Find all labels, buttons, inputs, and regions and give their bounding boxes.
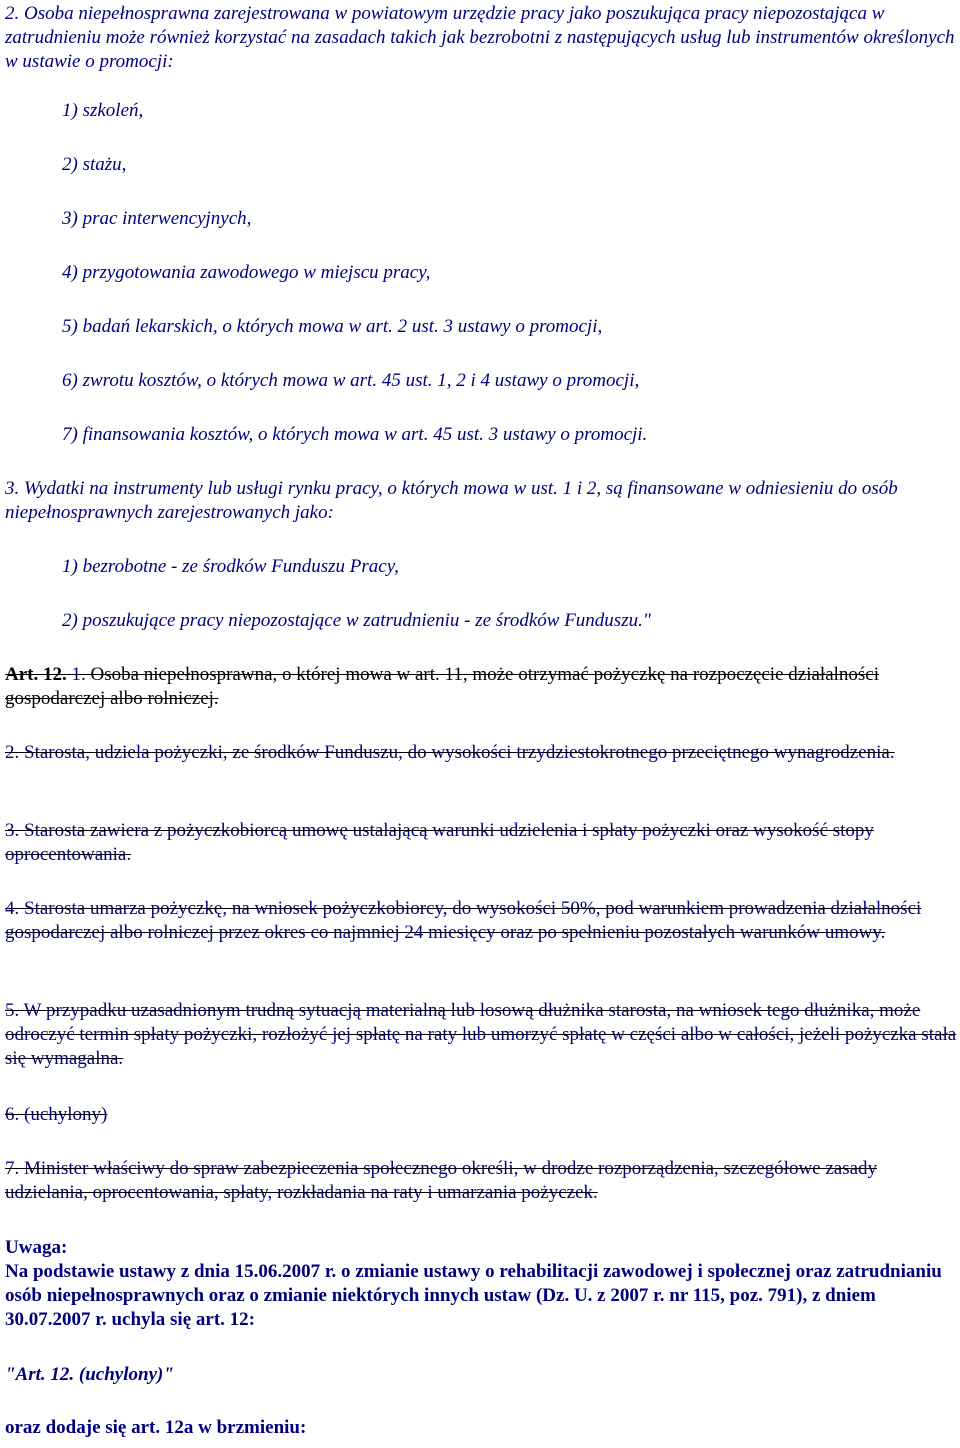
art12-p3-text: Starosta zawiera z pożyczkobiorcą umowę ustalającą warunki udzielenia i spłaty pożyczki oraz wysokość stopy oprocentowania. (5, 820, 874, 865)
art12-p4-num: 4. (5, 898, 20, 919)
art12-p6-text: (uchylony) (24, 1104, 108, 1125)
art12-paragraph-7 (5, 1157, 957, 1205)
art12-paragraph-5 (5, 999, 957, 1071)
note-text: Na podstawie ustawy z dnia 15.06.2007 r. o zmianie ustawy o rehabilitacji zawodowej i społecznej oraz zatrudnianiu osób niepełnosprawnych oraz o zmianie niektórych innych ustaw (Dz. U. z 2007 r. nr 115, poz. 791), z dniem 30.07.2007 r. uchyla się art. 12: (5, 1261, 942, 1330)
note-footer: oraz dodaje się art. 12a w brzmieniu: (5, 1417, 307, 1438)
section2-item-5: 5) badań lekarskich, o których mowa w art. 2 ust. 3 ustawy o promocji, (62, 316, 603, 337)
section2-item-7: 7) finansowania kosztów, o których mowa w art. 45 ust. 3 ustawy o promocji. (62, 424, 648, 445)
section3-intro: 3. Wydatki na instrumenty lub usługi rynku pracy, o których mowa w ust. 1 i 2, są finansowane w odniesieniu do osób niepełnosprawnych zarejestrowanych jako: (5, 478, 898, 523)
art12-p2-text: Starosta, udziela pożyczki, ze środków Funduszu, do wysokości trzydziestokrotnego przeciętnego wynagrodzenia. (24, 742, 895, 763)
art12-p5-num: 5. (5, 1000, 20, 1021)
section2-intro: 2. Osoba niepełnosprawna zarejestrowana w powiatowym urzędzie pracy jako poszukująca pracy niepozostająca w zatrudnieniu może również korzystać na zasadach takich jak bezrobotni z następujących usług lub instrumentów określonych w ustawie o promocji: (5, 3, 955, 72)
section3-item-2: 2) poszukujące pracy niepozostające w zatrudnieniu - ze środków Funduszu." (62, 610, 651, 631)
section2-item-3: 3) prac interwencyjnych, (62, 208, 252, 229)
section2-item-6: 6) zwrotu kosztów, o których mowa w art. 45 ust. 1, 2 i 4 ustawy o promocji, (62, 370, 640, 391)
art12-p7-text: Minister właściwy do spraw zabezpieczenia społecznego określi, w drodze rozporządzenia, szczegółowe zasady udzielania, oprocentowania, spłaty, rozkładania na raty i umarzania pożyczek. (5, 1158, 878, 1203)
art12-paragraph-1 (5, 663, 957, 711)
art12-paragraph-6 (5, 1103, 957, 1127)
note-quote: "Art. 12. (uchylony)" (5, 1364, 174, 1385)
art12-paragraph-2 (5, 741, 957, 765)
section2-item-2: 2) stażu, (62, 154, 127, 175)
section2-item-1: 1) szkoleń, (62, 100, 144, 121)
art12-p1-num: 1. (71, 664, 86, 685)
art12-p7-num: 7. (5, 1158, 20, 1179)
art12-p5-text: W przypadku uzasadnionym trudną sytuacją materialną lub losową dłużnika starosta, na wniosek tego dłużnika, może odroczyć termin spłaty pożyczki, rozłożyć jej spłatę na raty lub umorzyć spłatę w części albo w całości, jeżeli pożyczka stała się wymagalna. (5, 1000, 957, 1069)
note-heading: Uwaga: (5, 1237, 68, 1258)
art12-paragraph-4 (5, 897, 957, 945)
art12-p6-num: 6. (5, 1104, 20, 1125)
art12-label: Art. 12. (5, 664, 67, 685)
art12-paragraph-3 (5, 819, 957, 867)
art12-p4-text: Starosta umarza pożyczkę, na wniosek pożyczkobiorcy, do wysokości 50%, pod warunkiem prowadzenia działalności gospodarczej albo rolniczej przez okres co najmniej 24 miesięcy oraz po spełnieniu pozostałych warunków umowy. (5, 898, 922, 943)
section2-item-4: 4) przygotowania zawodowego w miejscu pracy, (62, 262, 431, 283)
art12-p3-num: 3. (5, 820, 20, 841)
section3-item-1: 1) bezrobotne - ze środków Funduszu Pracy, (62, 556, 399, 577)
art12-p2-num: 2. (5, 742, 20, 763)
art12-p1-text: Osoba niepełnosprawna, o której mowa w art. 11, może otrzymać pożyczkę na rozpoczęcie działalności gospodarczej albo rolniczej. (5, 664, 880, 709)
